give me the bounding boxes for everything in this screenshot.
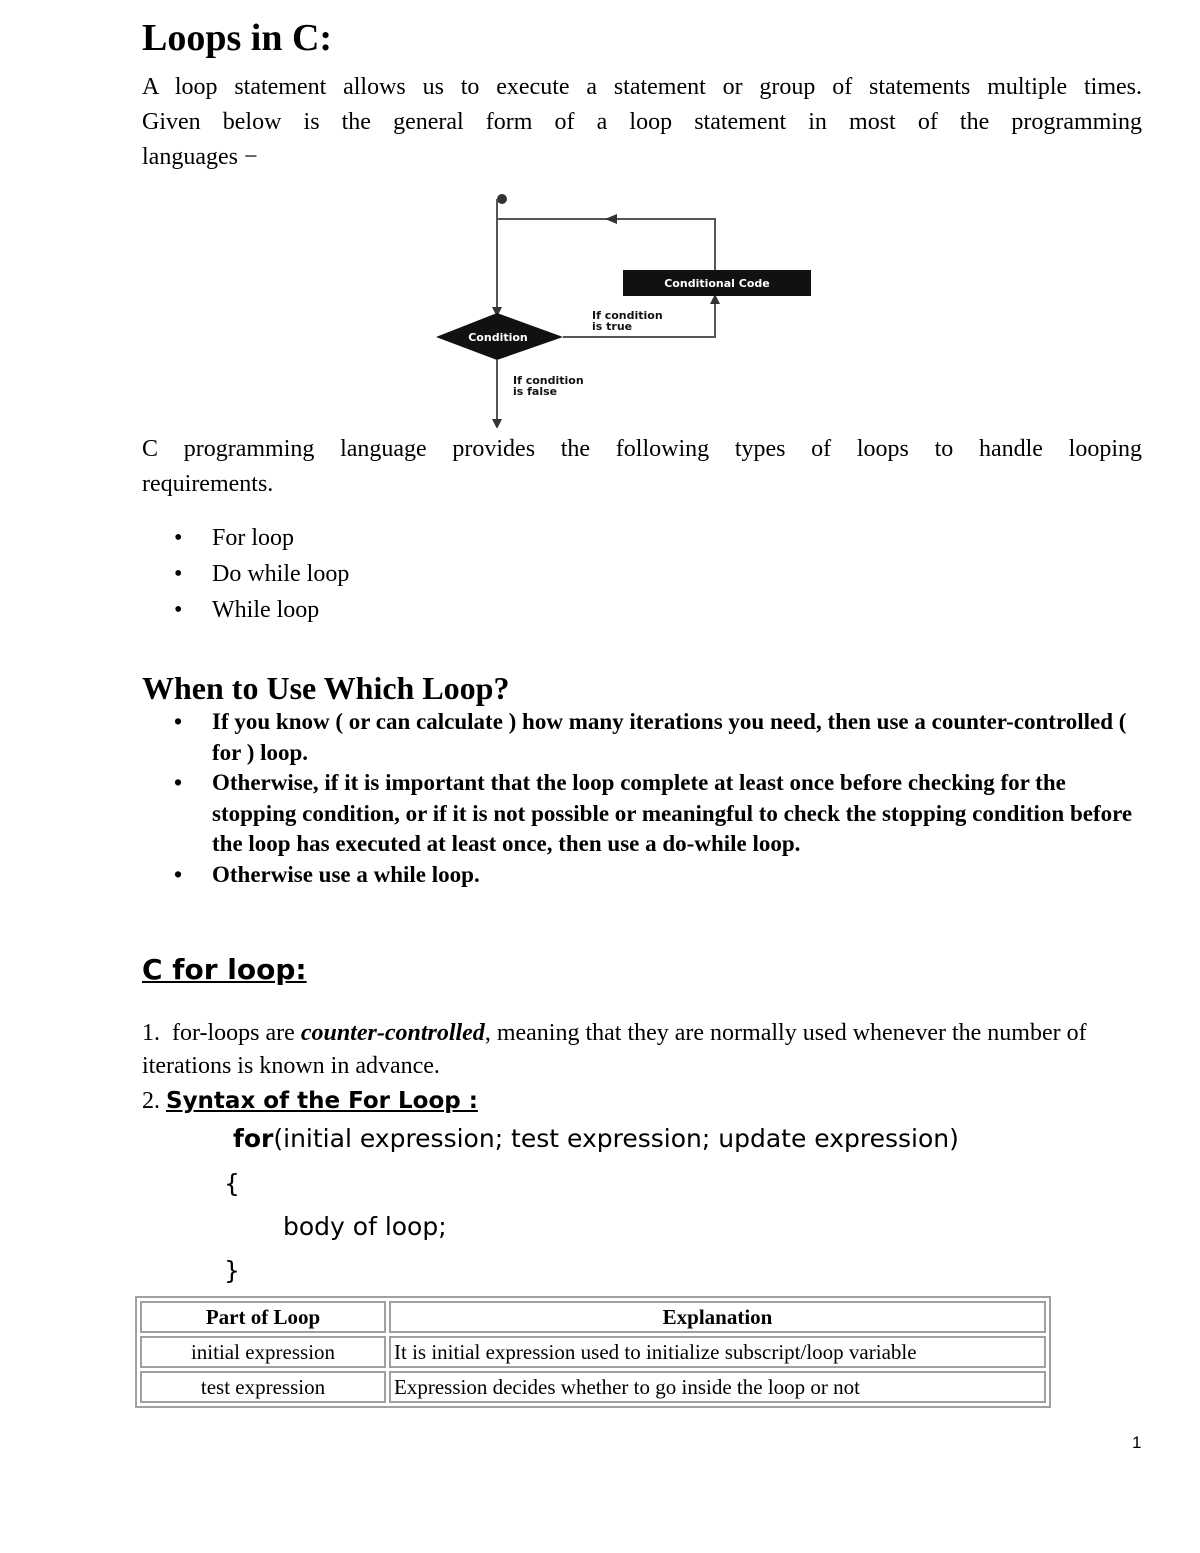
true-label-line2: is true <box>592 320 633 333</box>
bullet: • <box>174 709 183 734</box>
list-item-text: If you know ( or can calculate ) how many iterations you need, then use a counter-controlled ( for ) loop. <box>212 709 1127 765</box>
list-item <box>142 768 1142 860</box>
point-number: 1. <box>142 1020 160 1046</box>
point-two <box>142 1083 478 1119</box>
types-intro-line: requirements. <box>142 471 274 497</box>
syntax-line-for <box>233 1121 959 1157</box>
table-row <box>140 1371 1046 1403</box>
table-header: Explanation <box>389 1301 1046 1333</box>
intro-line: Given below is the general form of a loop statement in most of the programming <box>142 109 1142 135</box>
syntax-close-brace: } <box>224 1256 240 1285</box>
when-heading: When to Use Which Loop? <box>142 670 510 706</box>
bullet: • <box>174 770 183 795</box>
bullet: • <box>174 861 183 887</box>
point-text: , meaning that they are normally used whenever the number of iterations is known in advance. <box>142 1020 1087 1079</box>
when-to-use-list <box>142 707 1142 890</box>
for-params: (initial expression; test expression; update expression) <box>273 1124 959 1153</box>
bullet: • <box>174 597 183 623</box>
table-header-row <box>140 1301 1046 1333</box>
page-number: 1 <box>1132 1433 1142 1452</box>
syntax-body: body of loop; <box>283 1212 447 1241</box>
intro-line: A loop statement allows us to execute a statement or group of statements multiple times. <box>142 74 1142 100</box>
intro-paragraph <box>142 70 1142 175</box>
condition-label: Condition <box>468 331 528 344</box>
list-item-text: Otherwise, if it is important that the loop complete at least once before checking for the stopping condition, or if it is not possible or meaningful to check the stopping condition before the loop has executed at least once, then use a do-while loop. <box>212 770 1133 856</box>
table-header: Part of Loop <box>140 1301 386 1333</box>
loop-flowchart <box>430 188 820 428</box>
syntax-label: Syntax of the For Loop : <box>166 1088 478 1114</box>
intro-line: languages − <box>142 144 258 170</box>
point-number: 2. <box>142 1088 160 1114</box>
list-item <box>142 707 1142 768</box>
list-item <box>142 556 349 592</box>
loop-back-line <box>497 219 715 270</box>
list-item <box>142 860 1142 891</box>
start-node <box>497 194 507 204</box>
emphasis-text: counter-controlled <box>300 1020 485 1046</box>
point-one <box>142 1017 1142 1083</box>
list-item <box>142 592 349 628</box>
for-keyword: for <box>233 1124 274 1153</box>
table-cell: It is initial expression used to initialize subscript/loop variable <box>389 1336 1046 1368</box>
page-title: Loops in C: <box>142 17 333 59</box>
true-label-line1: If condition <box>592 309 663 322</box>
syntax-open-brace: { <box>224 1169 240 1198</box>
list-item-text: While loop <box>212 597 320 623</box>
table-cell: initial expression <box>140 1336 386 1368</box>
false-label-line1: If condition <box>513 374 584 387</box>
list-item-text: Otherwise use a while loop. <box>212 861 480 887</box>
false-label-line2: is false <box>513 385 558 398</box>
loop-parts-table <box>135 1296 1051 1408</box>
loop-types-list <box>142 520 349 628</box>
list-item-text: Do while loop <box>212 561 350 587</box>
table-cell: Expression decides whether to go inside the loop or not <box>389 1371 1046 1403</box>
list-item <box>142 520 349 556</box>
for-loop-heading: C for loop: <box>142 953 307 986</box>
bullet: • <box>174 525 183 551</box>
types-intro-paragraph <box>142 432 1142 502</box>
table-row <box>140 1336 1046 1368</box>
list-item-text: For loop <box>212 525 295 551</box>
point-text: for-loops are <box>172 1020 301 1046</box>
conditional-code-label: Conditional Code <box>664 277 770 290</box>
table-cell: test expression <box>140 1371 386 1403</box>
types-intro-line: C programming language provides the following types of loops to handle looping <box>142 436 1142 462</box>
bullet: • <box>174 561 183 587</box>
loop-back-arrowhead <box>605 214 617 224</box>
